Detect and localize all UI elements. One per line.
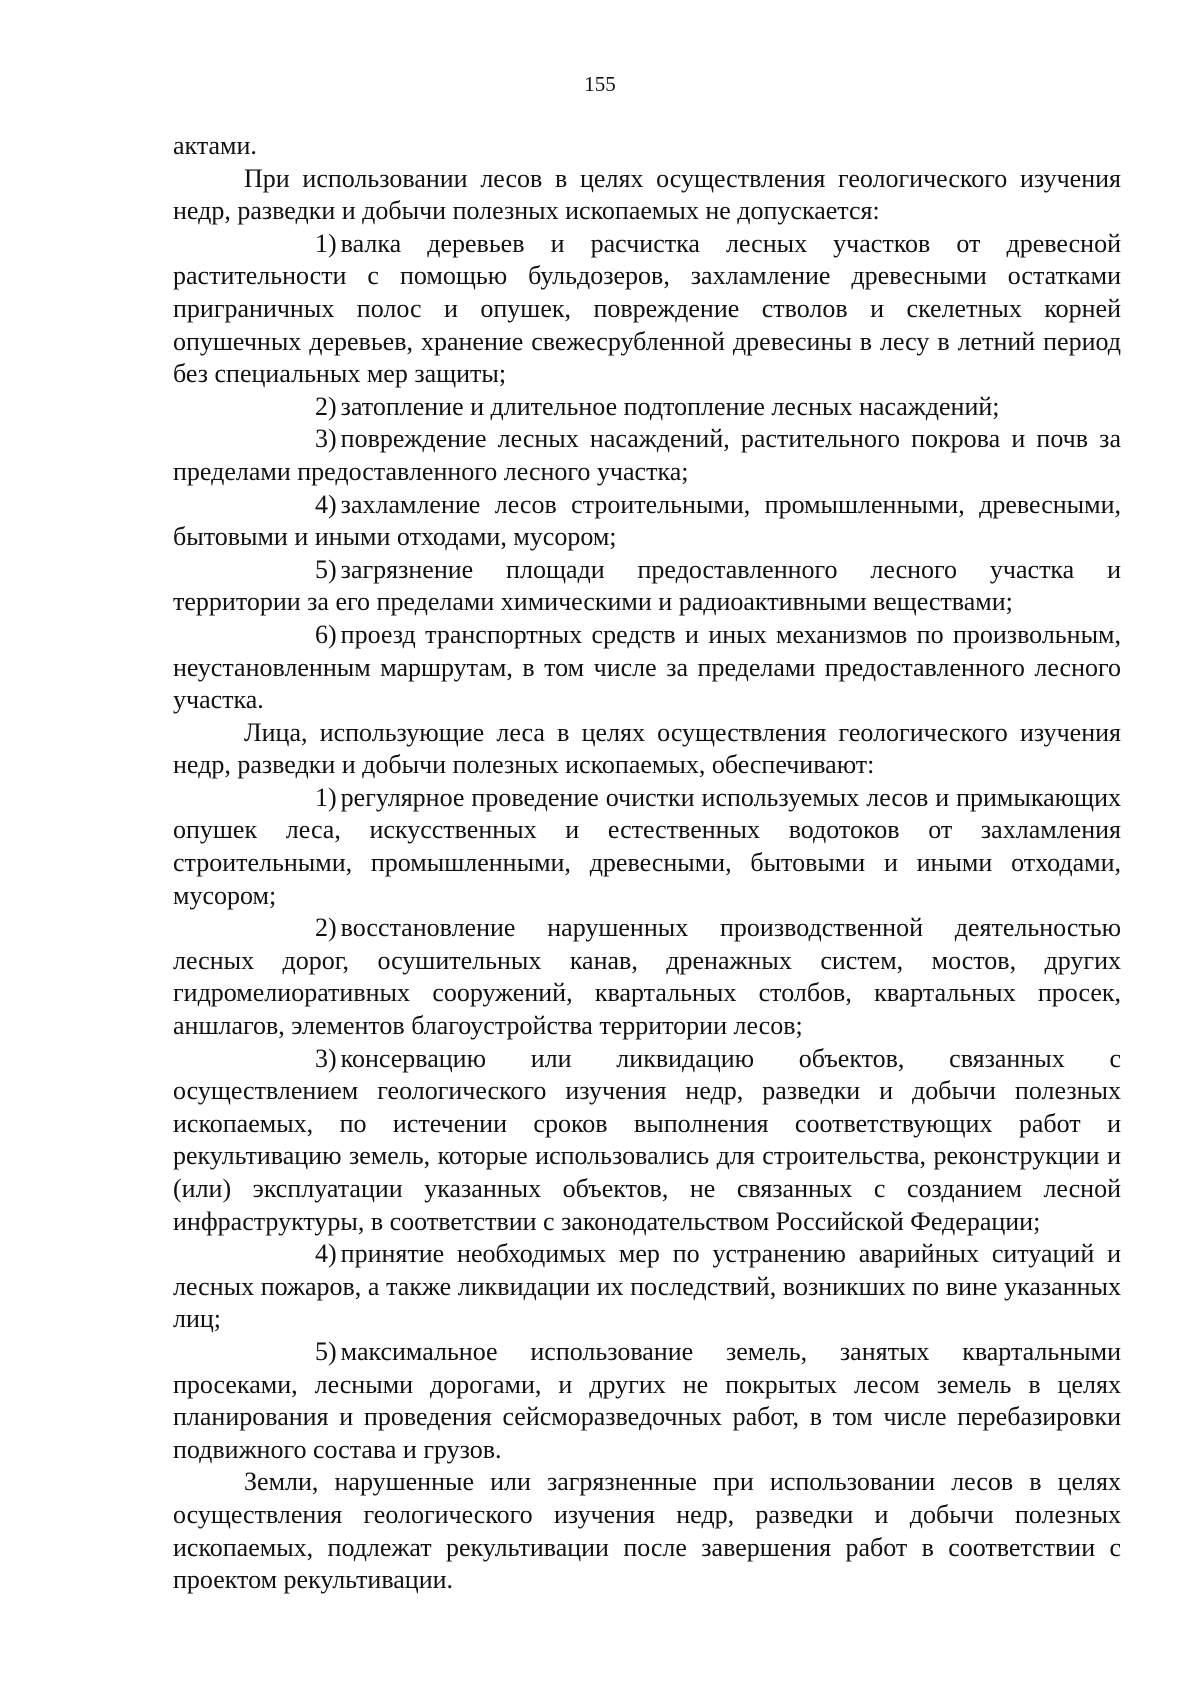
list-item bbox=[173, 912, 1121, 1042]
list-item bbox=[173, 1043, 1121, 1239]
item-number: 1) bbox=[315, 228, 337, 258]
list-item bbox=[173, 1336, 1121, 1466]
item-text: проезд транспортных средств и иных механизмов по произвольным, неустановленным маршрутам, в том числе за пределами предоставленного лесного участка. bbox=[173, 619, 1121, 715]
item-number: 3) bbox=[315, 1043, 337, 1073]
item-number: 5) bbox=[315, 1336, 337, 1366]
list-item bbox=[173, 782, 1121, 912]
item-number: 3) bbox=[315, 424, 337, 454]
item-text: загрязнение площади предоставленного лесного участка и территории за его пределами химическими и радиоактивными веществами; bbox=[173, 554, 1121, 617]
continuation-text: актами. bbox=[173, 131, 257, 160]
item-text: валка деревьев и расчистка лесных участков от древесной растительности с помощью бульдозеров, захламление древесными остатками приграничных полос и опушек, повреждение стволов и скелетных корней опушечных деревьев, хранение свежесрубленной древесины в лесу в летний период без специальных мер защиты; bbox=[173, 228, 1121, 389]
item-number: 5) bbox=[315, 554, 337, 584]
item-text: повреждение лесных насаждений, растительного покрова и почв за пределами предоставленного лесного участка; bbox=[173, 424, 1121, 486]
document-body bbox=[173, 130, 1121, 1597]
page-number: 155 bbox=[584, 72, 616, 96]
item-text: принятие необходимых мер по устранению аварийных ситуаций и лесных пожаров, а также ликвидации их последствий, возникших по вине указанных лиц; bbox=[173, 1239, 1121, 1334]
paragraph: Лица, использующие леса в целях осуществления геологического изучения недр, разведки и добычи полезных ископаемых, обеспечивают: bbox=[173, 717, 1121, 780]
list-item bbox=[173, 423, 1121, 488]
item-number: 6) bbox=[315, 619, 337, 649]
list-item bbox=[173, 554, 1121, 619]
list-item bbox=[173, 489, 1121, 554]
item-number: 4) bbox=[315, 489, 337, 519]
list-item bbox=[173, 1238, 1121, 1336]
list-item bbox=[173, 228, 1121, 391]
item-number: 4) bbox=[315, 1239, 337, 1269]
paragraph: Земли, нарушенные или загрязненные при использовании лесов в целях осуществления геологического изучения недр, разведки и добычи полезных ископаемых, подлежат рекультивации после завершения работ в соответствии с проектом рекультивации. bbox=[173, 1467, 1121, 1595]
item-number: 2) bbox=[315, 913, 337, 943]
list-item bbox=[173, 391, 1121, 424]
item-text: захламление лесов строительными, промышленными, древесными, бытовыми и иными отходами, мусором; bbox=[173, 489, 1121, 552]
item-number: 1) bbox=[315, 782, 337, 812]
paragraph: При использовании лесов в целях осуществления геологического изучения недр, разведки и добычи полезных ископаемых не допускается: bbox=[173, 163, 1121, 226]
item-text: восстановление нарушенных производственной деятельностью лесных дорог, осушительных канав, дренажных систем, мостов, других гидромелиоративных сооружений, квартальных столбов, квартальных просек, аншлагов, элементов благоустройства территории лесов; bbox=[173, 913, 1121, 1041]
list-item bbox=[173, 619, 1121, 717]
item-number: 2) bbox=[315, 391, 337, 421]
item-text: максимальное использование земель, занятых квартальными просеками, лесными дорогами, и других не покрытых лесом земель в целях планирования и проведения сейсморазведочных работ, в том числе перебазировки подвижного состава и грузов. bbox=[173, 1336, 1121, 1464]
item-text: регулярное проведение очистки используемых лесов и примыкающих опушек леса, искусственных и естественных водотоков от захламления строительными, промышленными, древесными, бытовыми и иными отходами, мусором; bbox=[173, 782, 1121, 910]
item-text: консервацию или ликвидацию объектов, связанных с осуществлением геологического изучения недр, разведки и добычи полезных ископаемых, по истечении сроков выполнения соответствующих работ и рекультивацию земель, которые использовались для строительства, реконструкции и (или) эксплуатации указанных объектов, не связанных с созданием лесной инфраструктуры, в соответствии с законодательством Российской Федерации; bbox=[173, 1043, 1121, 1236]
item-text: затопление и длительное подтопление лесных насаждений; bbox=[340, 391, 1000, 421]
